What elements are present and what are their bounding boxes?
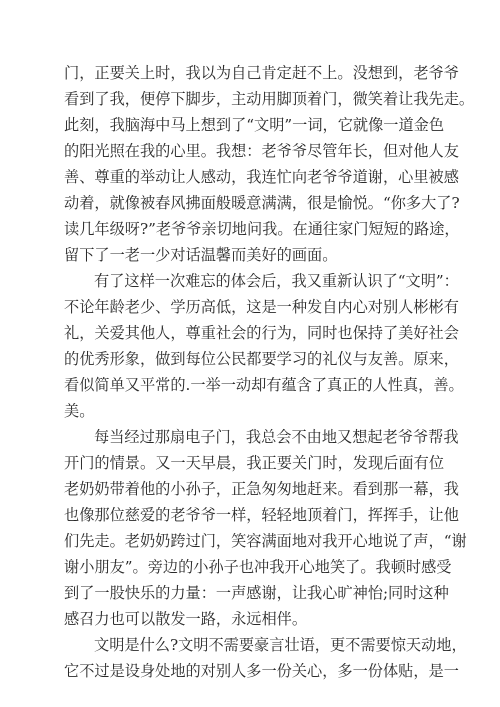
text-line: 开门的情景。又一天早晨，我正要关门时，发现后面有位 xyxy=(64,454,444,472)
paragraph-first-line: 文明是什么?文明不需要豪言壮语，更不需要惊天动地， xyxy=(94,636,467,654)
text-line: 美。 xyxy=(64,402,95,420)
text-line: 动着，就像被春风拂面般暖意满满，很是愉悦。“你多大了? xyxy=(64,194,460,212)
text-line: 此刻，我脑海中马上想到了“文明”一词，它就像一道金色 xyxy=(64,116,445,134)
text-line: 看似简单又平常的.一举一动却有蕴含了真正的人性真，善。 xyxy=(64,376,464,394)
text-line: 到了一股快乐的力量：一声感谢，让我心旷神怡;同时这种 xyxy=(64,584,449,602)
text-line: 礼，关爱其他人，尊重社会的行为，同时也保持了美好社会 xyxy=(64,324,459,342)
text-line: 留下了一老一少对话温馨而美好的画面。 xyxy=(64,246,338,264)
text-line: 们先走。老奶奶跨过门，笑容满面地对我开心地说了声，“谢 xyxy=(64,532,467,550)
paragraph-first-line: 每当经过那扇电子门，我总会不由地又想起老爷爷帮我 xyxy=(94,428,459,446)
text-line: 它不过是设身处地的对别人多一份关心，多一份体贴，是一 xyxy=(64,662,459,680)
text-line: 的优秀形象，做到每位公民都要学习的礼仪与友善。原来， xyxy=(64,350,459,368)
text-line: 善、尊重的举动让人感动，我连忙向老爷爷道谢，心里被感 xyxy=(64,168,459,186)
text-line: 老奶奶带着他的小孙子，正急匆匆地赶来。看到那一幕，我 xyxy=(64,480,459,498)
text-line: 的阳光照在我的心里。我想：老爷爷尽管年长，但对他人友 xyxy=(64,142,459,160)
text-line: 感召力也可以散发一路，永远相伴。 xyxy=(64,610,307,628)
text-line: 谢小朋友”。旁边的小孙子也冲我开心地笑了。我顿时感受 xyxy=(64,558,452,576)
text-line: 读几年级呀?”老爷爷亲切地问我。在通往家门短短的路途， xyxy=(64,220,460,238)
text-line: 门，正要关上时，我以为自己肯定赶不上。没想到，老爷爷 xyxy=(64,64,459,82)
text-line: 看到了我，便停下脚步，主动用脚顶着门，微笑着让我先走。 xyxy=(64,90,475,108)
text-line: 不论年龄老少、学历高低，这是一种发自内心对别人彬彬有 xyxy=(64,298,459,316)
paragraph-first-line: 有了这样一次难忘的体会后，我又重新认识了“文明”： xyxy=(94,272,459,290)
text-line: 也像那位慈爱的老爷爷一样，轻轻地顶着门，挥挥手，让他 xyxy=(64,506,459,524)
